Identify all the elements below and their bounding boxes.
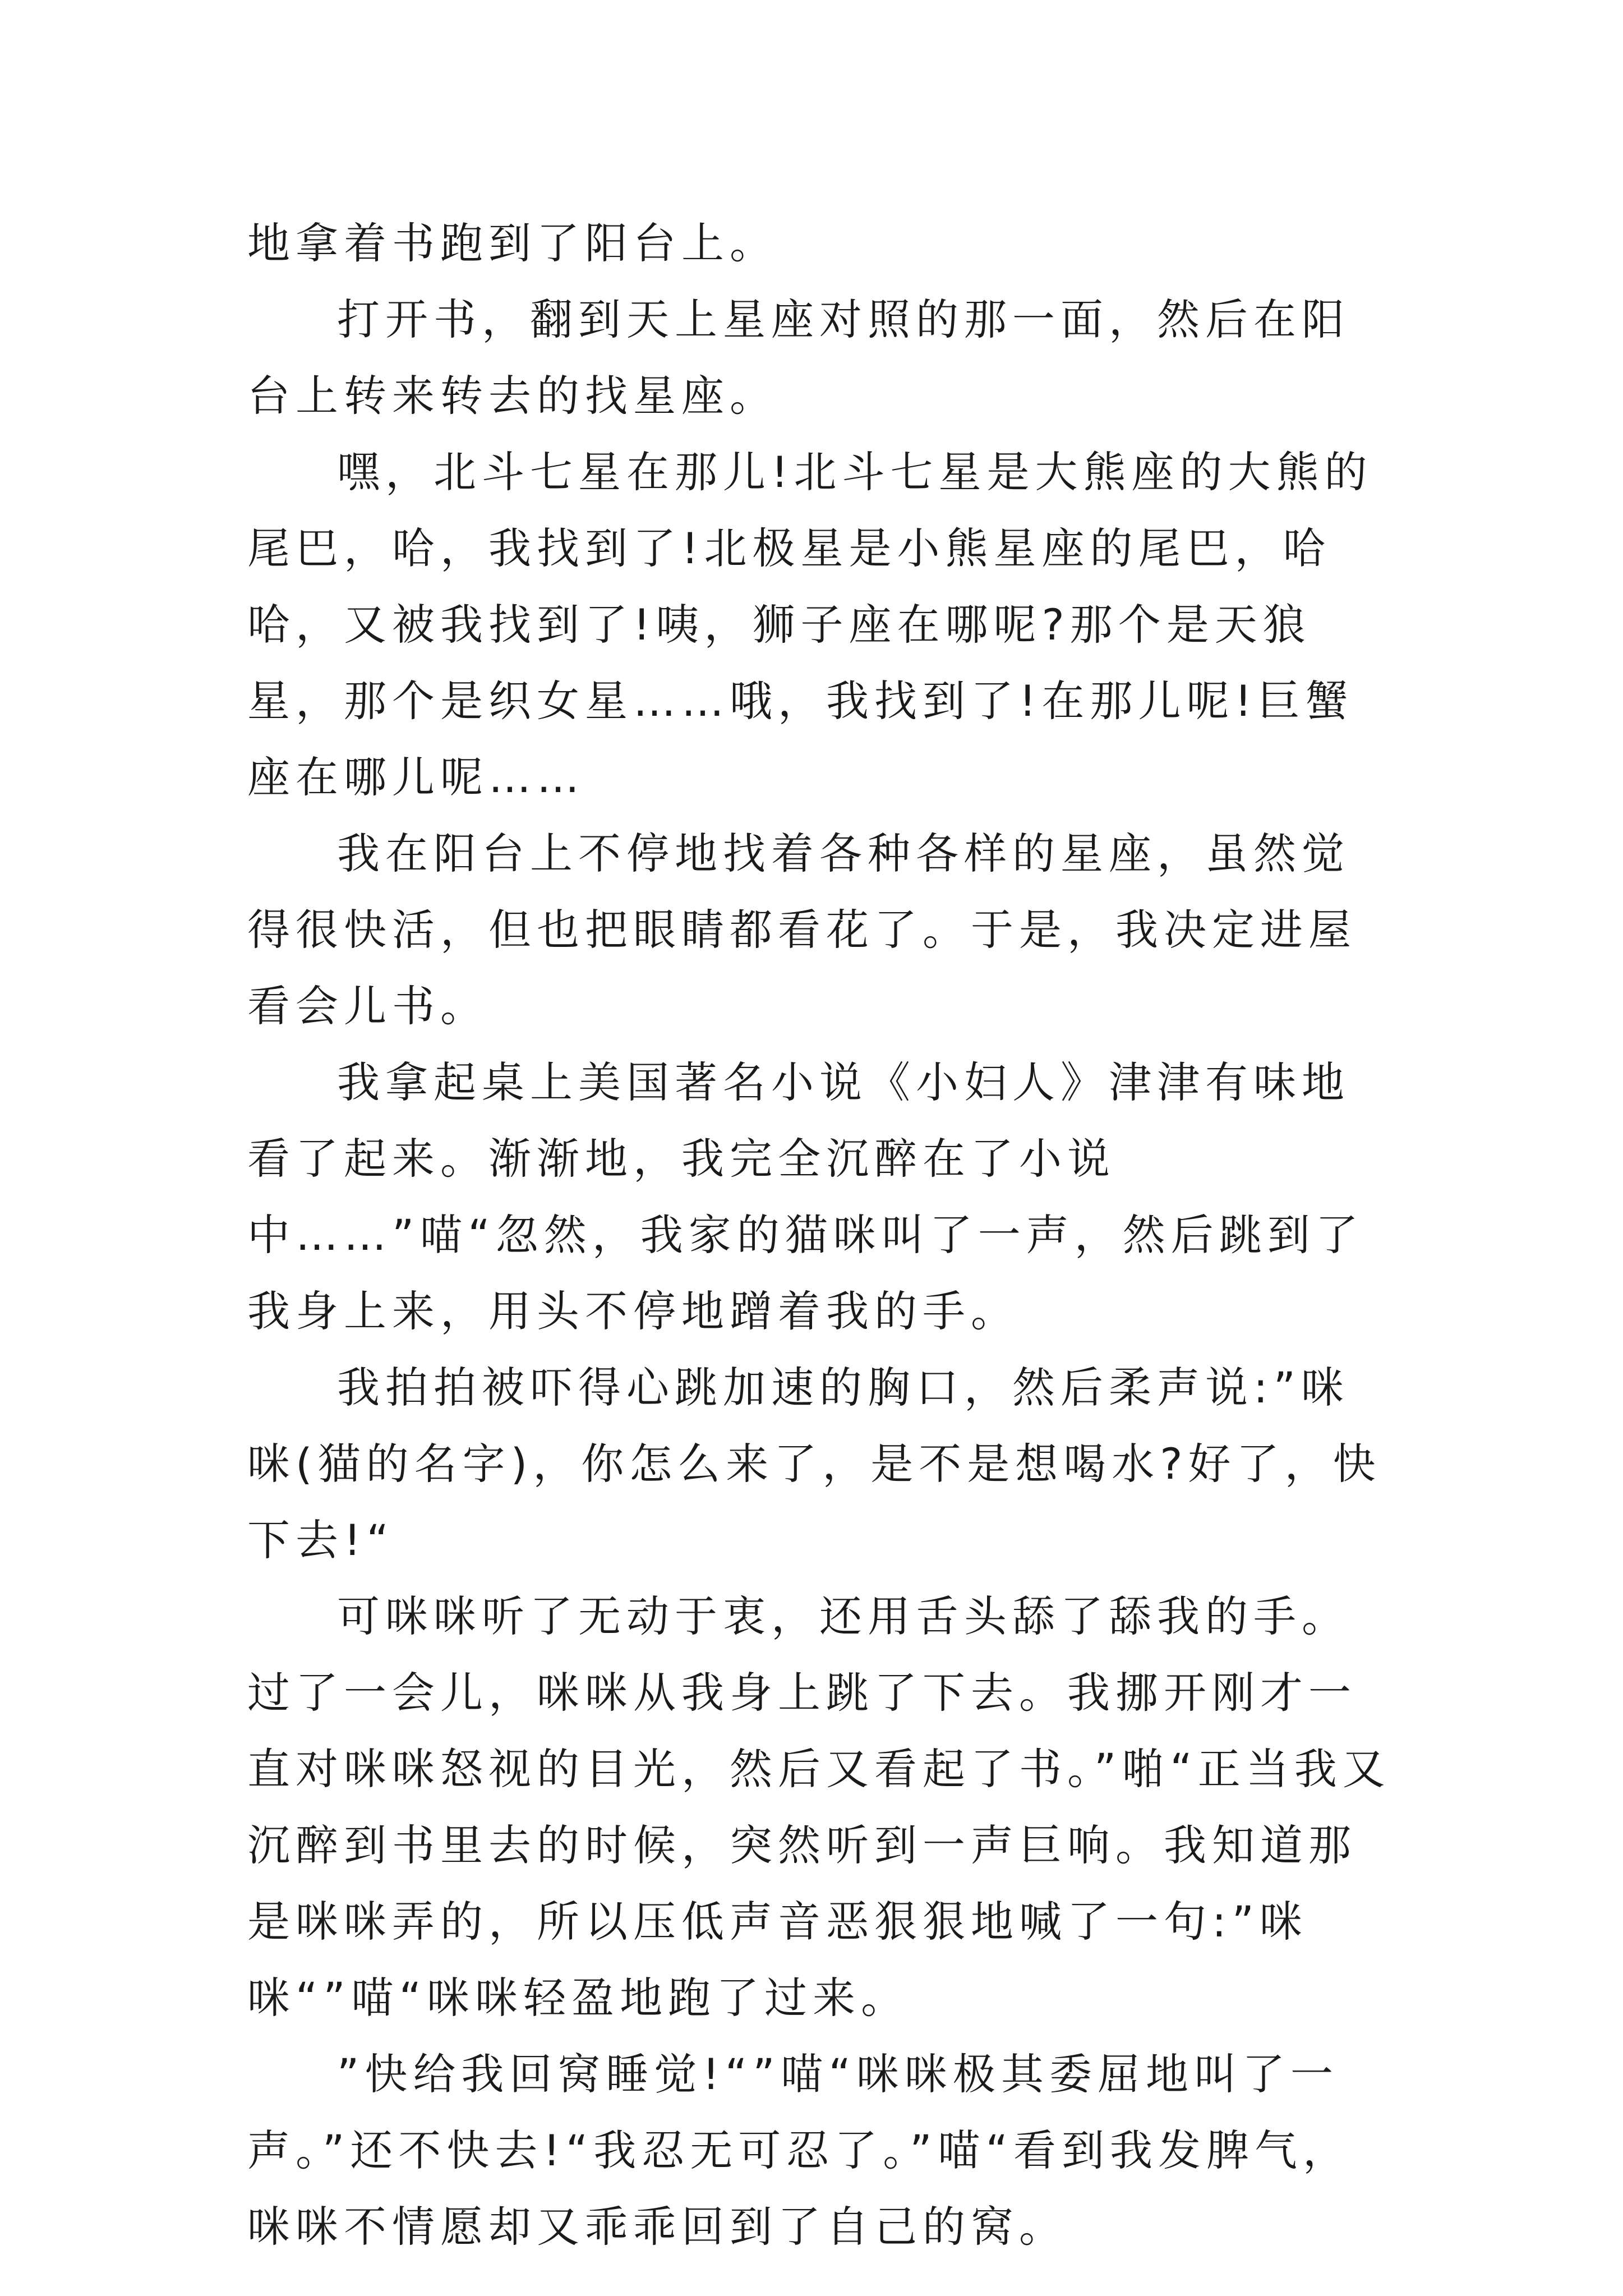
paragraph: 我在阳台上不停地找着各种各样的星座，虽然觉得很快活，但也把眼睛都看花了。于是，我决定进屋看会儿书。 bbox=[247, 829, 1357, 1031]
paragraph: 打开书，翻到天上星座对照的那一面，然后在阳台上转来转去的找星座。 bbox=[247, 295, 1350, 421]
paragraph: 我拿起桌上美国著名小说《小妇人》津津有味地看了起来。渐渐地，我完全沉醉在了小说中……”喵“忽然，我家的猫咪叫了一声，然后跳到了我身上来，用头不停地蹭着我的手。 bbox=[247, 1057, 1364, 1336]
document-body bbox=[247, 205, 1391, 2265]
paragraph: 可咪咪听了无动于衷，还用舌头舔了舔我的手。过了一会儿，咪咪从我身上跳了下去。我挪开刚才一直对咪咪怒视的目光，然后又看起了书。”啪“正当我又沉醉到书里去的时候，突然听到一声巨响。我知道那是咪咪弄的，所以压低声音恶狠狠地喊了一句:”咪咪“”喵“咪咪轻盈地跑了过来。 bbox=[247, 1591, 1391, 2023]
paragraph: 嘿，北斗七星在那儿!北斗七星是大熊座的大熊的尾巴，哈，我找到了!北极星是小熊星座的尾巴，哈哈，又被我找到了!咦，狮子座在哪呢?那个是天狼星，那个是织女星……哦，我找到了!在那儿呢!巨蟹座在哪儿呢…… bbox=[247, 447, 1373, 802]
paragraph: ”快给我回窝睡觉!“”喵“咪咪极其委屈地叫了一声。”还不快去!“我忍无可忍了。”喵“看到我发脾气，咪咪不情愿却又乖乖回到了自己的窝。 bbox=[247, 2049, 1351, 2252]
paragraph: 地拿着书跑到了阳台上。 bbox=[247, 218, 778, 268]
paragraph: 我拍拍被吓得心跳加速的胸口，然后柔声说:”咪咪(猫的名字)，你怎么来了，是不是想喝水?好了，快下去!“ bbox=[247, 1363, 1381, 1565]
